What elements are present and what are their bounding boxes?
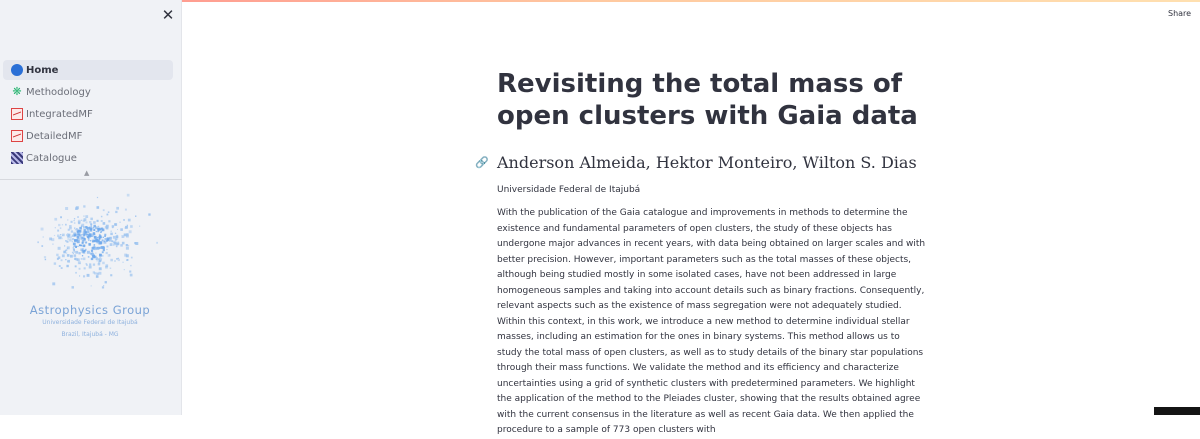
link-icon[interactable]: 🔗 <box>475 156 489 169</box>
cluster-star <box>81 226 83 228</box>
cluster-star <box>72 286 75 289</box>
cluster-star <box>75 251 78 254</box>
logo-subtitle: Universidade Federal de Itajubá <box>42 319 138 326</box>
cluster-star <box>61 259 63 261</box>
cluster-star <box>75 272 77 274</box>
cluster-star <box>65 224 67 226</box>
cluster-star <box>116 258 118 260</box>
cluster-star <box>54 218 57 221</box>
cluster-star <box>78 246 79 247</box>
cluster-star <box>103 209 105 211</box>
logo-location: Brazil, Itajubá - MG <box>61 331 119 338</box>
cluster-star <box>84 229 86 231</box>
cluster-star <box>67 261 68 262</box>
cluster-star <box>112 225 114 227</box>
cluster-star <box>77 258 80 261</box>
cluster-star <box>89 227 92 230</box>
cluster-star <box>89 221 91 223</box>
cluster-star <box>119 222 120 223</box>
cluster-star <box>99 234 101 236</box>
cluster-star <box>116 207 119 210</box>
cluster-star <box>87 230 90 233</box>
cluster-star <box>64 251 65 252</box>
cluster-star <box>156 242 158 244</box>
cluster-star <box>81 258 83 260</box>
cluster-star <box>122 236 123 237</box>
cluster-star <box>37 241 39 243</box>
cluster-star <box>91 226 92 227</box>
cluster-star <box>79 275 80 276</box>
cluster-star <box>61 267 63 269</box>
cluster-star <box>72 238 74 240</box>
cluster-star <box>102 262 105 265</box>
cluster-star <box>60 227 62 229</box>
cluster-star <box>104 236 106 238</box>
cluster-star <box>52 282 55 285</box>
cluster-star <box>54 235 55 236</box>
cluster-star <box>104 234 106 236</box>
cluster-star <box>115 233 116 234</box>
cluster-star <box>73 243 76 246</box>
cluster-star <box>86 234 88 236</box>
status-widget <box>1154 407 1200 415</box>
cluster-star <box>74 254 77 257</box>
cluster-star <box>89 263 91 265</box>
cluster-star <box>130 225 133 228</box>
cluster-star <box>97 197 98 198</box>
cluster-star <box>139 226 140 227</box>
cluster-star <box>106 226 107 227</box>
cluster-star <box>124 269 125 270</box>
star-cluster-icon <box>20 188 160 300</box>
cluster-star <box>51 238 54 241</box>
cluster-star <box>91 258 93 260</box>
cluster-star <box>87 251 90 254</box>
cluster-star <box>118 259 120 261</box>
cluster-star <box>123 219 125 221</box>
cluster-star <box>90 233 91 234</box>
cluster-star <box>123 262 124 263</box>
cluster-star <box>86 228 87 229</box>
cluster-star <box>117 229 118 230</box>
cluster-star <box>82 250 84 252</box>
cluster-star <box>83 205 85 207</box>
cluster-star <box>74 250 75 251</box>
cluster-star <box>106 252 108 254</box>
cluster-star <box>94 272 96 274</box>
cluster-star <box>78 261 81 264</box>
cluster-star <box>135 242 138 245</box>
cluster-star <box>52 244 53 245</box>
cluster-star <box>62 254 65 257</box>
cluster-star <box>68 229 70 231</box>
sidebar-item-detailedmf[interactable] <box>3 126 173 146</box>
affiliation: Universidade Federal de Itajubá <box>497 185 641 195</box>
sidebar-item-label: Home <box>26 64 59 76</box>
cluster-star <box>81 245 83 247</box>
cluster-star <box>110 233 113 236</box>
cluster-star <box>96 231 97 232</box>
cluster-star <box>126 233 128 235</box>
cluster-star <box>92 240 93 241</box>
authors: Anderson Almeida, Hektor Monteiro, Wilton S. Dias <box>497 153 917 172</box>
cluster-star <box>88 243 91 246</box>
cluster-star <box>93 229 95 231</box>
cluster-star <box>108 212 109 213</box>
sidebar-divider <box>0 179 182 180</box>
cluster-star <box>106 264 109 267</box>
cluster-star <box>83 258 86 261</box>
cluster-star <box>111 240 113 242</box>
cluster-star <box>100 231 102 233</box>
cluster-star <box>92 252 93 253</box>
cluster-star <box>66 249 68 251</box>
cluster-star <box>130 265 131 266</box>
cluster-star <box>60 234 61 235</box>
cluster-star <box>65 207 68 210</box>
cluster-star <box>85 249 87 251</box>
cluster-star <box>93 221 96 224</box>
cluster-star <box>109 239 112 242</box>
astrophysics-group-logo <box>20 188 160 343</box>
catalogue-icon <box>11 152 23 164</box>
cluster-star <box>83 226 85 228</box>
cluster-star <box>83 275 85 277</box>
sidebar-item-label: Methodology <box>26 86 91 98</box>
chart-increasing-icon <box>11 108 23 120</box>
cluster-star <box>105 238 107 240</box>
cluster-star <box>77 230 79 232</box>
cluster-star <box>70 255 73 258</box>
cluster-star <box>85 231 87 233</box>
cluster-star <box>91 250 93 252</box>
cluster-star <box>105 281 107 283</box>
abstract: With the publication of the Gaia catalogue and improvements in methods to determine the existence and fundamental parameters of open clusters, the study of these objects has undergone major advances in recent years, with data being obtained on larger scales and with better precision. However, important parameters such as the total masses of these objects, although being studied mostly in some isolated cases, have not been addressed in large homogeneous samples and taking into account details such as binary fractions. Consequently, relevant aspects such as the existence of mass segregation were not adequately studied. Within this context, in this work, we introduce a new method to determine individual stellar masses, including an estimation for the ones in binary systems. This method allows us to study the total mass of open clusters, as well as to study details of the binary star populations through their mass functions. We validate the method and its efficiency and characterize uncertainties using a grid of synthetic clusters with predetermined parameters. We highlight the application of the method to the Pleiades cluster, showing that the results obtained agree with the current consensus in the literature as well as recent Gaia data. We then applied the procedure to a sample of 773 open clusters with <box>497 208 926 435</box>
cluster-star <box>69 236 71 238</box>
cluster-star <box>82 237 85 240</box>
cluster-star <box>58 247 61 250</box>
cluster-star <box>79 268 81 270</box>
cluster-star <box>54 262 56 264</box>
cluster-star <box>85 215 88 218</box>
cluster-star <box>66 265 68 267</box>
main-content <box>475 68 927 435</box>
page-title: Revisiting the total mass of open clusters with Gaia data <box>497 69 918 131</box>
cluster-star <box>94 258 95 259</box>
cluster-star <box>128 219 131 222</box>
blue-circle-icon <box>11 64 23 76</box>
cluster-star <box>82 255 83 256</box>
cluster-star <box>122 242 125 245</box>
cluster-star <box>107 214 109 216</box>
cluster-star <box>126 254 129 257</box>
cluster-star <box>86 263 88 265</box>
cluster-star <box>128 245 130 247</box>
cluster-star <box>65 259 66 260</box>
cluster-star <box>71 221 73 223</box>
cluster-star <box>106 249 107 250</box>
cluster-star <box>99 268 100 269</box>
cluster-star <box>127 259 129 261</box>
cluster-star <box>126 247 129 250</box>
cluster-star <box>59 265 61 267</box>
sidebar-nav <box>3 60 173 170</box>
cluster-star <box>66 241 68 243</box>
cluster-star <box>72 252 73 253</box>
cluster-star <box>97 206 100 209</box>
cluster-star <box>101 216 103 218</box>
cluster-star <box>41 228 44 231</box>
cluster-star <box>99 260 101 262</box>
cluster-star <box>90 229 92 231</box>
cluster-star <box>43 236 44 237</box>
cluster-star <box>102 286 104 288</box>
cluster-star <box>110 268 112 270</box>
cluster-star <box>104 241 105 242</box>
cluster-star <box>125 227 127 229</box>
cluster-star <box>120 228 123 231</box>
cluster-star <box>69 239 72 242</box>
cluster-star <box>135 216 136 217</box>
cluster-star <box>88 256 90 258</box>
cluster-star <box>75 234 78 237</box>
cluster-star <box>85 242 87 244</box>
cluster-star <box>65 240 67 242</box>
close-sidebar-icon[interactable]: ✕ <box>161 6 175 24</box>
cluster-star <box>72 235 74 237</box>
cluster-star <box>102 239 104 241</box>
cluster-star <box>102 251 104 253</box>
cluster-star <box>74 222 76 224</box>
cluster-star <box>56 254 58 256</box>
cluster-star <box>81 220 82 221</box>
cluster-star <box>117 242 119 244</box>
cluster-star <box>88 235 91 238</box>
cluster-star <box>60 216 62 218</box>
cluster-star <box>44 256 46 258</box>
cluster-star <box>41 245 43 247</box>
cluster-star <box>110 274 112 276</box>
sidebar-item-catalogue[interactable] <box>3 148 173 168</box>
cluster-star <box>129 271 131 273</box>
cluster-star <box>67 238 69 240</box>
cluster-star <box>87 274 90 277</box>
collapse-nav-icon[interactable]: ▲ <box>84 169 90 177</box>
sidebar <box>0 0 182 415</box>
cluster-star <box>62 234 65 237</box>
cluster-star <box>77 216 79 218</box>
cluster-star <box>99 238 100 239</box>
cluster-star <box>92 247 95 250</box>
chart-increasing-icon <box>11 130 23 142</box>
cluster-star <box>97 260 98 261</box>
cluster-star <box>79 235 82 238</box>
cluster-star <box>82 248 84 250</box>
cluster-star <box>86 221 88 223</box>
cluster-star <box>96 247 98 249</box>
cluster-star <box>130 274 133 277</box>
cluster-star <box>120 244 123 247</box>
cluster-star <box>110 259 113 262</box>
cluster-star <box>102 255 104 257</box>
cluster-star <box>108 254 111 257</box>
cluster-star <box>74 220 75 221</box>
cluster-star <box>111 231 112 232</box>
cluster-star <box>99 247 101 249</box>
cluster-star <box>95 253 96 254</box>
cluster-star <box>67 254 70 257</box>
cluster-star <box>99 236 101 238</box>
cluster-star <box>79 227 82 230</box>
cluster-star <box>93 264 95 266</box>
cluster-star <box>61 238 63 240</box>
cluster-star <box>129 230 132 233</box>
cluster-star <box>127 225 128 226</box>
cluster-star <box>90 240 91 241</box>
cluster-star <box>83 245 86 248</box>
cluster-star <box>96 275 99 278</box>
cluster-star <box>113 236 116 239</box>
cluster-star <box>76 228 77 229</box>
cluster-star <box>126 244 128 246</box>
cluster-star <box>71 230 73 232</box>
cluster-star <box>124 234 127 237</box>
cluster-star <box>74 218 75 219</box>
cluster-star <box>84 234 86 236</box>
cluster-star <box>131 257 133 259</box>
cluster-star <box>78 221 80 223</box>
cluster-star <box>116 246 118 248</box>
cluster-star <box>103 249 105 251</box>
cluster-star <box>84 267 86 269</box>
sidebar-item-methodology[interactable] <box>3 82 173 102</box>
cluster-star <box>101 228 103 230</box>
cluster-star <box>100 241 103 244</box>
cluster-star <box>98 229 100 231</box>
cluster-star <box>107 246 109 248</box>
cluster-star <box>76 206 79 209</box>
cluster-star <box>97 220 99 222</box>
cluster-star <box>94 234 96 236</box>
cluster-star <box>90 223 92 225</box>
cluster-star <box>55 227 56 228</box>
cluster-star <box>148 213 150 215</box>
cluster-star <box>95 226 98 229</box>
cluster-star <box>79 244 81 246</box>
cluster-star <box>91 285 92 286</box>
cluster-star <box>103 247 105 249</box>
cluster-star <box>88 240 89 241</box>
cluster-star <box>67 219 68 220</box>
cluster-star <box>97 273 99 275</box>
share-button[interactable]: Share <box>1168 9 1192 18</box>
sidebar-item-home[interactable] <box>3 60 173 80</box>
cluster-star <box>82 242 84 244</box>
cluster-star <box>57 230 59 232</box>
cluster-star <box>89 266 92 269</box>
cluster-star <box>114 260 115 261</box>
cluster-star <box>96 257 99 260</box>
sidebar-item-integratedmf[interactable] <box>3 104 173 124</box>
cluster-star <box>103 222 106 225</box>
cluster-star <box>62 224 63 225</box>
cluster-star <box>78 252 80 254</box>
cluster-star <box>58 224 60 226</box>
cluster-star <box>99 254 101 256</box>
sidebar-item-label: Catalogue <box>26 152 77 164</box>
cluster-star <box>75 246 77 248</box>
cluster-star <box>110 243 113 246</box>
cluster-star <box>103 285 104 286</box>
cluster-star <box>72 241 73 242</box>
cluster-star <box>64 245 65 246</box>
cluster-star <box>95 237 98 240</box>
cluster-star <box>67 235 69 237</box>
cluster-star <box>114 223 116 225</box>
methodology-icon: ❋ <box>12 85 22 98</box>
cluster-star <box>74 228 75 229</box>
cluster-star <box>94 244 96 246</box>
cluster-star <box>90 218 93 221</box>
cluster-star <box>114 242 117 245</box>
cluster-star <box>118 258 119 259</box>
cluster-star <box>75 265 77 267</box>
cluster-star <box>101 258 102 259</box>
cluster-star <box>127 194 130 197</box>
cluster-star <box>45 259 46 260</box>
cluster-star <box>98 226 99 227</box>
cluster-star <box>67 246 70 249</box>
cluster-star <box>57 258 59 260</box>
cluster-star <box>75 229 76 230</box>
cluster-star <box>117 238 119 240</box>
cluster-star <box>81 234 82 235</box>
cluster-star <box>79 230 82 233</box>
cluster-star <box>101 220 103 222</box>
cluster-star <box>73 253 74 254</box>
cluster-star <box>77 240 80 243</box>
cluster-star <box>94 247 96 249</box>
cluster-star <box>125 209 127 211</box>
sidebar-item-label: DetailedMF <box>26 130 83 142</box>
cluster-star <box>115 211 117 213</box>
cluster-star <box>99 272 102 275</box>
cluster-star <box>106 240 108 242</box>
cluster-star <box>108 220 110 222</box>
cluster-star <box>74 236 75 237</box>
cluster-star <box>74 258 76 260</box>
cluster-star <box>73 247 75 249</box>
cluster-star <box>103 237 104 238</box>
logo-title: Astrophysics Group <box>29 303 151 317</box>
cluster-star <box>116 235 118 237</box>
cluster-star <box>83 215 85 217</box>
cluster-star <box>113 244 115 246</box>
authors-row <box>475 152 927 174</box>
cluster-star <box>77 238 80 241</box>
cluster-star <box>84 218 87 221</box>
sidebar-item-label: IntegratedMF <box>26 108 93 120</box>
cluster-star <box>66 252 67 253</box>
